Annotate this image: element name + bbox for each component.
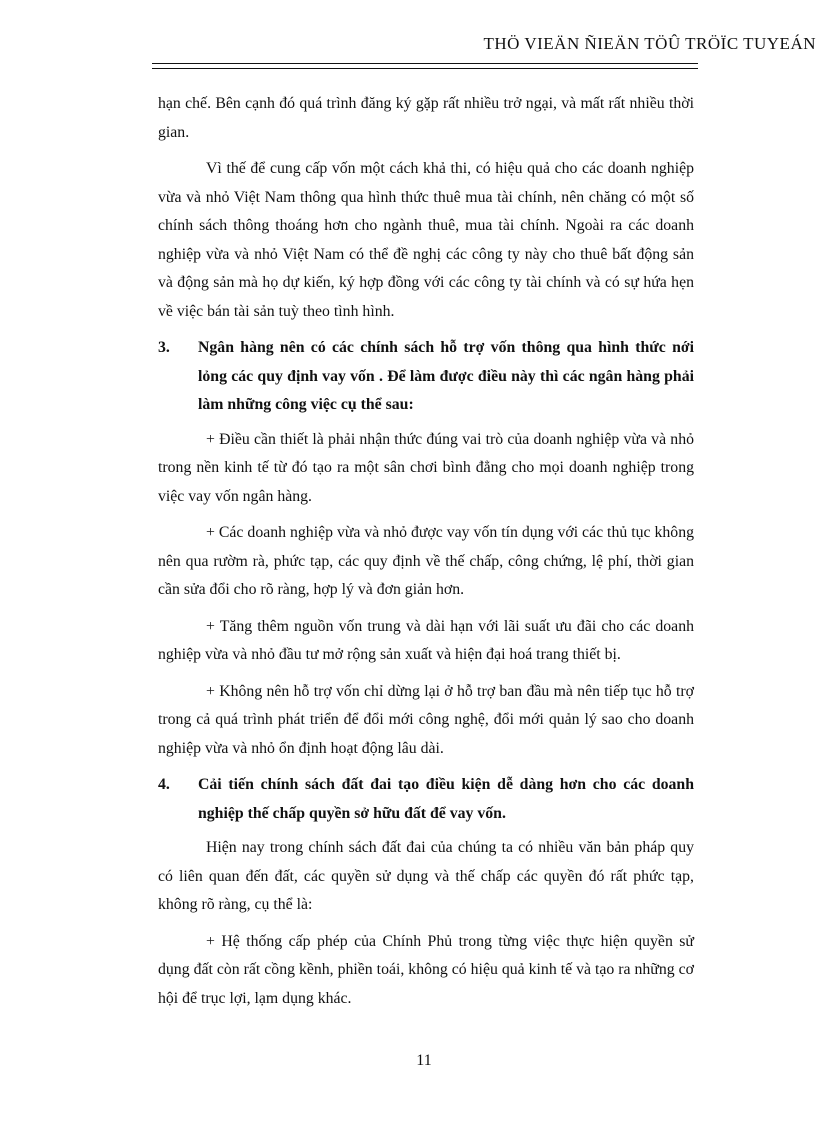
paragraph-continued: hạn chế. Bên cạnh đó quá trình đăng ký gặp rất nhiều trở ngại, và mất rất nhiều thời gian.: [158, 95, 694, 141]
bullet-paragraph: + Các doanh nghiệp vừa và nhỏ được vay vốn tín dụng với các thủ tục không nên qua rườm rà, phức tạp, các quy định về thế chấp, công chứng, lệ phí, thời gian cần sửa đổi cho rõ ràng, hợp lý và đơn giản hơn.: [158, 524, 694, 598]
page-number: 11: [416, 1052, 432, 1069]
section-title-3: Ngân hàng nên có các chính sách hỗ trợ vốn thông qua hình thức nới lỏng các quy định vay vốn . Để làm được điều này thì các ngân hàng phải làm những công việc cụ thể sau:: [198, 339, 694, 413]
bullet-paragraph: + Tăng thêm nguồn vốn trung và dài hạn với lãi suất ưu đãi cho các doanh nghiệp vừa và nhỏ đầu tư mở rộng sản xuất và hiện đại hoá trang thiết bị.: [158, 617, 694, 663]
document-body: [158, 90, 694, 1021]
paragraph-leasing: Vì thế để cung cấp vốn một cách khả thi, có hiệu quả cho các doanh nghiệp vừa và nhỏ Việt Nam thông qua hình thức thuê mua tài chính, nên chăng có một số chính sách thông thoáng hơn cho ngành thuê, mua tài chính. Ngoài ra các doanh nghiệp vừa và nhỏ Việt Nam có thể đề nghị các công ty này cho thuê bất động sản và động sản mà họ dự kiến, ký hợp đồng với các công ty tài chính và có sự hứa hẹn về việc bán tài sản tuỳ theo tình hình.: [158, 160, 694, 320]
paragraph-land-policy: Hiện nay trong chính sách đất đai của chúng ta có nhiều văn bản pháp quy có liên quan đến đất, các quyền sử dụng và thế chấp các quyền đó rất phức tạp, không rõ ràng, cụ thể là:: [158, 839, 694, 913]
bullet-paragraph: + Hệ thống cấp phép của Chính Phủ trong từng việc thực hiện quyền sử dụng đất còn rất cồng kềnh, phiền toái, không có hiệu quả kinh tế và tạo ra những cơ hội để trục lợi, lạm dụng khác.: [158, 932, 694, 1007]
bullet-paragraph: + Không nên hỗ trợ vốn chỉ dừng lại ở hỗ trợ ban đầu mà nên tiếp tục hỗ trợ trong cả quá trình phát triển để đổi mới công nghệ, đổi mới quản lý sao cho doanh nghiệp vừa và nhỏ ổn định hoạt động lâu dài.: [158, 682, 694, 757]
header-rule-top: [152, 63, 698, 64]
header-rule-bottom: [152, 68, 698, 69]
section-number-4: 4.: [158, 776, 170, 793]
section-number-3: 3.: [158, 339, 170, 356]
section-heading-4: [158, 771, 694, 828]
section-heading-3: [158, 334, 694, 420]
bullet-paragraph: + Điều cần thiết là phải nhận thức đúng vai trò của doanh nghiệp vừa và nhỏ trong nền kinh tế từ đó tạo ra một sân chơi bình đẳng cho mọi doanh nghiệp trong việc vay vốn ngân hàng.: [158, 430, 694, 505]
section-title-4: Cải tiến chính sách đất đai tạo điều kiện dễ dàng hơn cho các doanh nghiệp thế chấp quyền sở hữu đất để vay vốn.: [198, 776, 694, 822]
header-title: THÖ VIEÄN ÑIEÄN TÖÛ TRÖÏC TUYEÁN: [483, 34, 816, 53]
